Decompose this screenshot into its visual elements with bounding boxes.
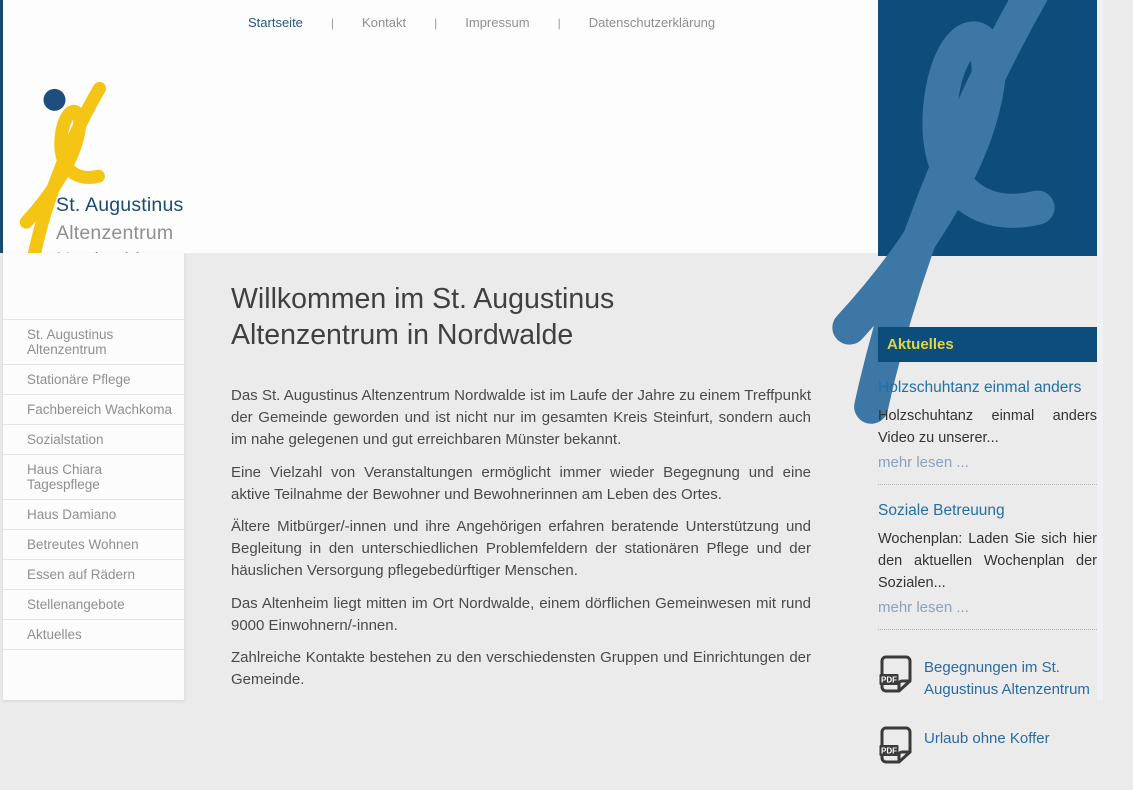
nav-datenschutz[interactable]: Datenschutzerklärung — [588, 15, 716, 30]
page-right-edge — [1097, 0, 1103, 700]
dotted-divider — [878, 629, 1097, 630]
nav-kontakt[interactable]: Kontakt — [362, 15, 407, 30]
top-navigation — [248, 15, 715, 30]
intro-paragraph: Das St. Augustinus Altenzentrum Nordwalde ist im Laufe der Jahre zu einem Treffpunkt der Gemeinde geworden und ist nicht nur im gesamten Kreis Steinfurt, sondern auch im nahe gelegenen und gut erreichbaren Münster bekannt. — [231, 387, 811, 449]
location-paragraph: Das Altenheim liegt mitten im Ort Nordwalde, einem dörflichen Gemeinwesen mit rund 9000 Einwohnern/-innen. — [231, 594, 811, 634]
contacts-paragraph: Zahlreiche Kontakte bestehen zu den verschiedensten Gruppen und Einrichtungen der Gemeinde. — [231, 649, 811, 689]
nav-separator: | — [330, 15, 335, 30]
events-paragraph: Eine Vielzahl von Veranstaltungen ermöglicht immer wieder Begegnung und eine aktive Teilnahme der Bewohner und Bewohnerinnen am Leben des Ortes. — [231, 463, 811, 503]
logo-name: St. Augustinus — [56, 194, 184, 216]
pdf-link-label[interactable]: Begegnungen im St. Augustinus Altenzentrum — [924, 659, 1090, 698]
sidebar-item-altenzentrum[interactable]: St. Augustinus Altenzentrum — [3, 319, 184, 364]
page-title: Willkommen im St. Augustinus Altenzentrum in Nordwalde — [231, 283, 615, 351]
sidebar-item-haus-chiara[interactable]: Haus Chiara Tagespflege — [3, 454, 184, 499]
header-left-accent — [0, 0, 3, 253]
pdf-file-icon — [878, 654, 914, 694]
logo[interactable] — [20, 82, 260, 260]
dotted-divider — [878, 484, 1097, 485]
nav-separator: | — [557, 15, 561, 30]
svg-text:PDF: PDF — [881, 746, 897, 756]
header-banner — [878, 0, 1097, 256]
more-link[interactable]: mehr lesen ... — [878, 454, 969, 471]
pdf-link-label[interactable]: Urlaub ohne Koffer — [924, 730, 1050, 747]
svg-text:PDF: PDF — [881, 675, 897, 685]
pdf-download-urlaub[interactable] — [878, 725, 1097, 765]
sidebar-item-stationaere-pflege[interactable]: Stationäre Pflege — [3, 364, 184, 394]
sidebar-item-aktuelles[interactable]: Aktuelles — [3, 619, 184, 650]
news-item — [878, 379, 1097, 485]
nav-startseite[interactable]: Startseite — [248, 15, 303, 30]
more-link[interactable]: mehr lesen ... — [878, 599, 969, 616]
logo-sub1: Altenzentrum — [56, 221, 174, 244]
news-teaser: Wochenplan: Laden Sie sich hier den aktuellen Wochenplan der Sozialen... — [878, 531, 1097, 591]
sidebar-item-sozialstation[interactable]: Sozialstation — [3, 424, 184, 454]
news-header: Aktuelles — [878, 327, 1097, 362]
news-item — [878, 502, 1097, 630]
sidebar-item-stellenangebote[interactable]: Stellenangebote — [3, 589, 184, 619]
news-column — [878, 327, 1097, 790]
pdf-file-icon — [878, 725, 914, 765]
support-paragraph: Ältere Mitbürger/-innen und ihre Angehörigen erfahren beratende Unterstützung und Begleitung in den unterschiedlichen Problemfeldern der stationären Pflege und der häuslichen Versorgung pflegebedürftiger Menschen. — [231, 518, 811, 580]
sidebar — [3, 253, 185, 700]
news-teaser: Holzschuhtanz einmal anders Video zu unserer... — [878, 408, 1097, 446]
sidebar-item-betreutes-wohnen[interactable]: Betreutes Wohnen — [3, 529, 184, 559]
pdf-download-list — [878, 654, 1097, 765]
sidebar-item-haus-damiano[interactable]: Haus Damiano — [3, 499, 184, 529]
sidebar-item-essen-auf-raedern[interactable]: Essen auf Rädern — [3, 559, 184, 589]
nav-separator: | — [434, 15, 438, 30]
sidebar-item-fachbereich-wachkoma[interactable]: Fachbereich Wachkoma — [3, 394, 184, 424]
news-title-link[interactable]: Soziale Betreuung — [878, 502, 1005, 519]
pdf-download-begegnungen[interactable] — [878, 654, 1097, 700]
sidebar-menu — [3, 319, 184, 650]
main-content — [231, 281, 811, 701]
news-title-link[interactable]: Holzschuhtanz einmal anders — [878, 379, 1082, 396]
nav-impressum[interactable]: Impressum — [465, 15, 530, 30]
